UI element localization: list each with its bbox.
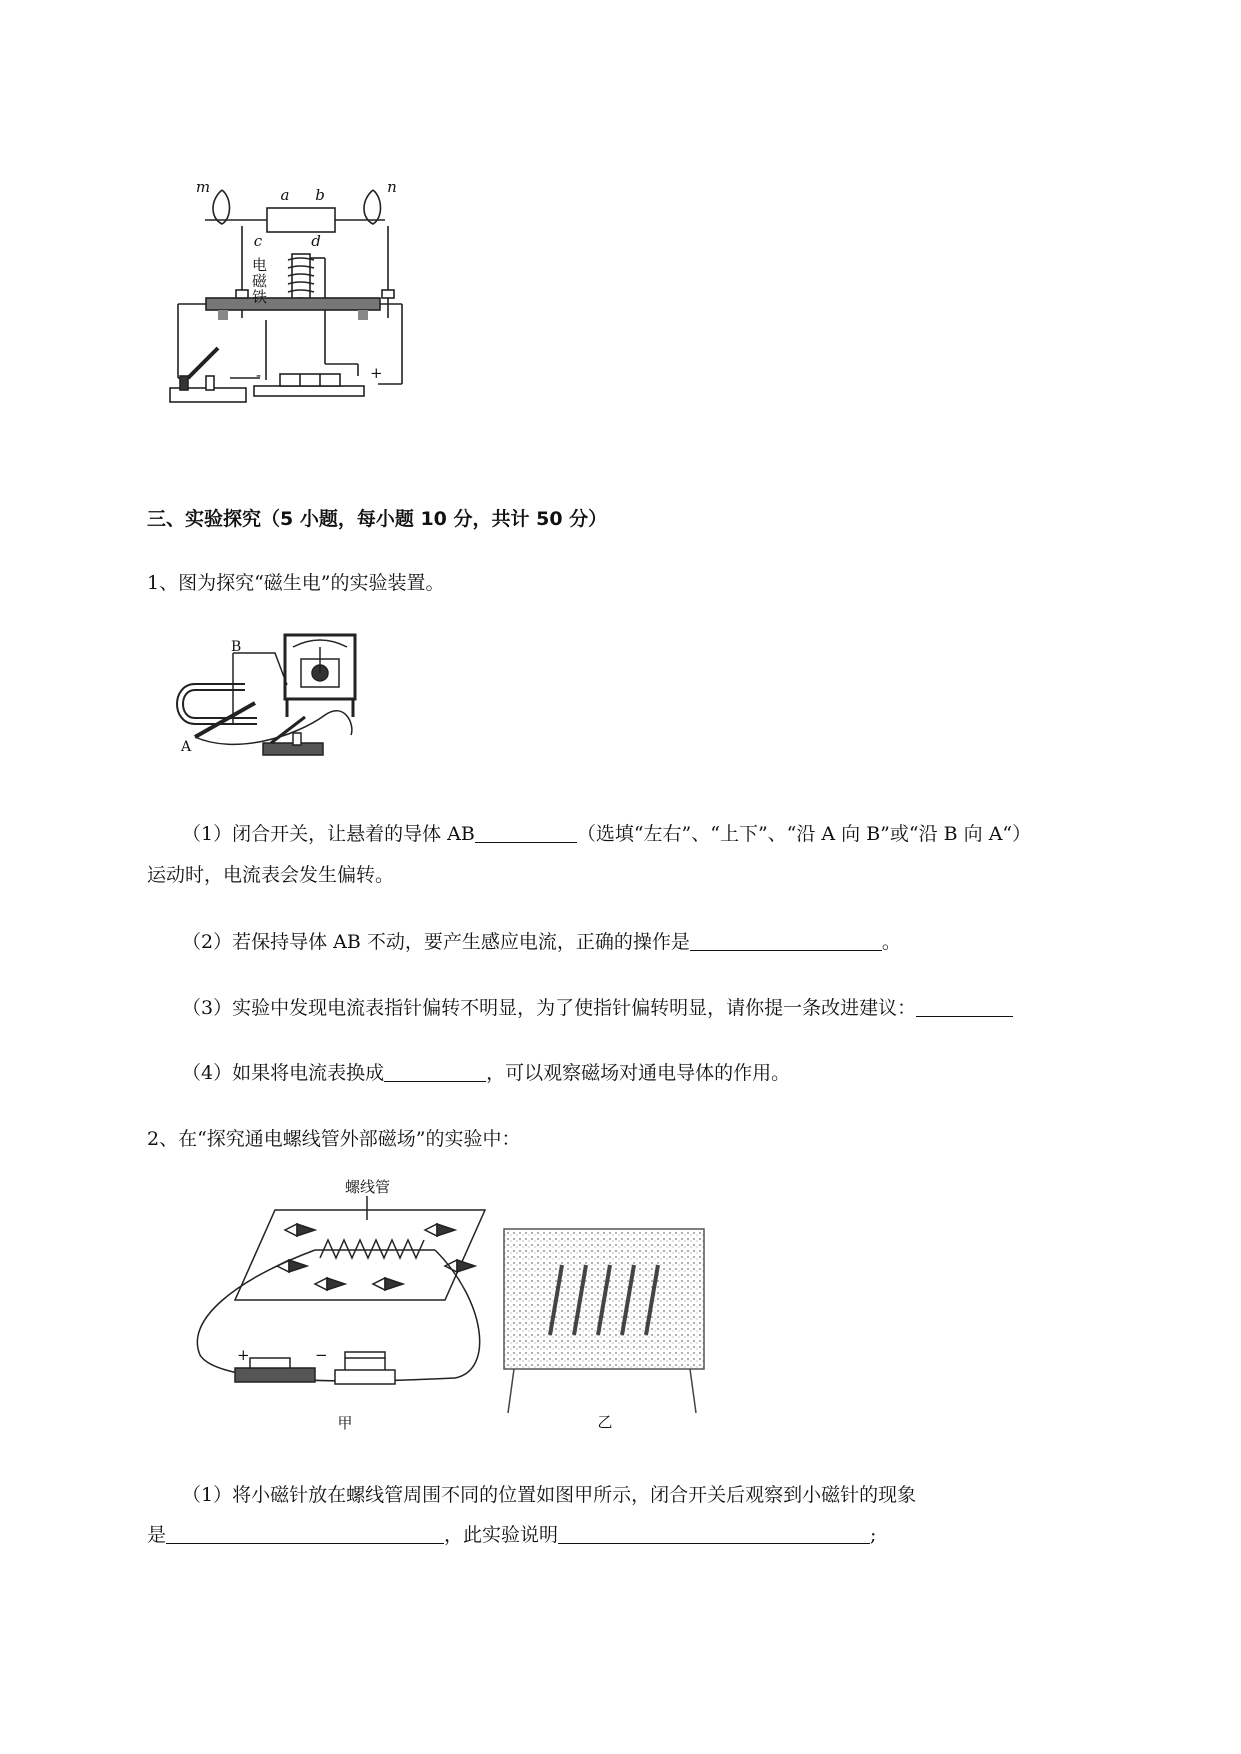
induction-experiment-figure [175, 625, 365, 785]
q1-part4-text-b: ，可以观察磁场对通电导体的作用。 [486, 1062, 791, 1084]
q2-part1-line1: （1）将小磁针放在螺线管周围不同的位置如图甲所示，闭合开关后观察到小磁针的现象 [182, 1484, 917, 1506]
label-magnet-2: 磁 [252, 272, 268, 290]
q2-part1-blank-1[interactable] [166, 1523, 444, 1544]
q1-part2-text-b: 。 [881, 931, 901, 953]
label-m: m [195, 178, 211, 196]
label-battery-minus-jia: − [315, 1346, 328, 1364]
q1-part2-blank[interactable] [690, 930, 882, 951]
solenoid-figure-jia [195, 1180, 495, 1430]
label-jia: 甲 [337, 1414, 353, 1432]
q1-part3-line [182, 995, 1013, 1021]
q1-part4-blank[interactable] [384, 1061, 486, 1082]
q1-stem: 1、图为探究“磁生电”的实验装置。 [147, 572, 445, 594]
q1-part4-text-a: （4）如果将电流表换成 [182, 1062, 385, 1084]
q2-part1-line2 [147, 1522, 876, 1548]
q2-part1-blank-2[interactable] [558, 1523, 870, 1544]
label-magnet-1: 电 [252, 256, 268, 274]
q1-part2-line [182, 929, 901, 955]
label-battery-minus: - [256, 366, 262, 384]
label-a: a [280, 186, 290, 204]
label-magnet-3: 铁 [252, 288, 268, 306]
q1-part3-blank[interactable] [916, 996, 1013, 1017]
q1-part4-line [182, 1060, 790, 1086]
q1-part1-text-b: （选填“左右”、“上下”、“沿 A 向 B”或“沿 B 向 A“） [576, 823, 1032, 845]
q1-part1-line1 [182, 821, 1031, 847]
q1-part1-blank[interactable] [475, 822, 577, 843]
electromagnet-circuit-figure [170, 180, 430, 450]
q1-part1-line2: 运动时，电流表会发生偏转。 [147, 864, 395, 886]
label-battery-plus-jia: + [237, 1346, 250, 1364]
section-heading: 三、实验探究（5 小题，每小题 10 分，共计 50 分） [147, 508, 608, 530]
q1-part2-text-a: （2）若保持导体 AB 不动，要产生感应电流，正确的操作是 [182, 931, 690, 953]
q2-stem: 2、在“探究通电螺线管外部磁场”的实验中： [147, 1128, 521, 1150]
label-solenoid: 螺线管 [345, 1178, 391, 1196]
q2-part1-text-d: ; [870, 1524, 877, 1546]
label-A: A [181, 739, 192, 755]
label-n: n [387, 178, 397, 196]
q1-part1-text-a: （1）闭合开关，让悬着的导体 AB [182, 823, 475, 845]
label-d: d [311, 232, 321, 250]
label-battery-plus: + [370, 364, 383, 382]
label-b: b [315, 186, 325, 204]
label-c: c [253, 232, 263, 250]
q1-part3-text-a: （3）实验中发现电流表指针偏转不明显，为了使指针偏转明显，请你提一条改进建议： [182, 997, 917, 1019]
label-B: B [231, 639, 242, 655]
q2-part1-text-c: ，此实验说明 [444, 1524, 559, 1546]
label-yi: 乙 [597, 1413, 613, 1431]
iron-filings-figure-yi [500, 1225, 710, 1430]
q2-part1-text-b: 是 [147, 1524, 167, 1546]
